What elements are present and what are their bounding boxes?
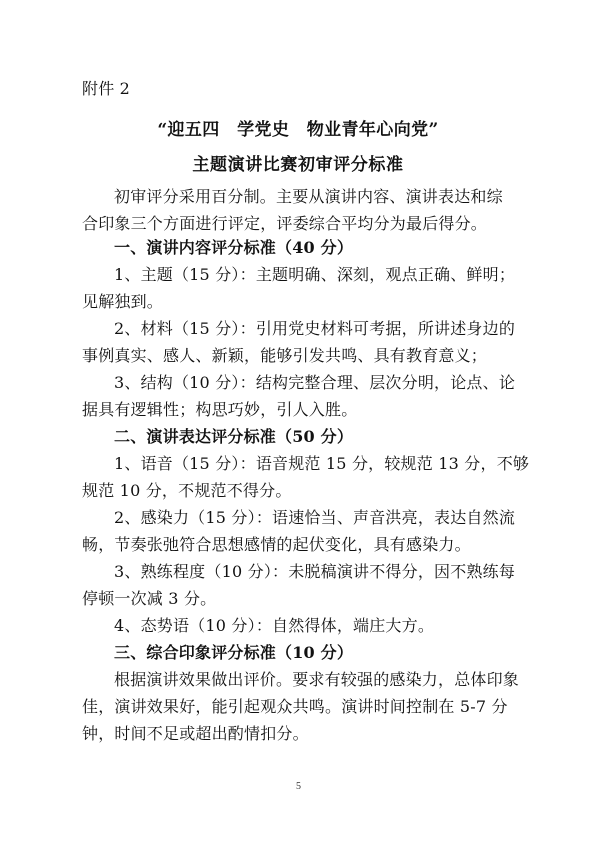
expression-item-3-line-2: 停顿一次减 3 分。 xyxy=(82,589,217,608)
attachment-label: 附件 2 xyxy=(82,79,131,98)
page-number: 5 xyxy=(296,781,301,792)
impression-item-line-2: 佳，演讲效果好，能引起观众共鸣。演讲时间控制在 5-7 分 xyxy=(82,697,508,716)
expression-item-1-line-2: 规范 10 分，不规范不得分。 xyxy=(82,481,292,500)
impression-item-line-3: 钟，时间不足或超出酌情扣分。 xyxy=(82,724,309,743)
expression-item-1-line-1: 1、语音（15 分）：语音规范 15 分，较规范 13 分，不够 xyxy=(114,454,530,473)
expression-item-4-line-1: 4、态势语（10 分）：自然得体，端庄大方。 xyxy=(114,616,435,635)
expression-item-2-line-2: 畅，节奏张弛符合思想感情的起伏变化，具有感染力。 xyxy=(82,535,471,554)
expression-item-3-line-1: 3、熟练程度（10 分）：未脱稿演讲不得分，因不熟练每 xyxy=(114,562,516,581)
section-heading-impression: 三、综合印象评分标准（10 分） xyxy=(114,643,354,662)
content-item-3-line-1: 3、结构（10 分）：结构完整合理、层次分明，论点、论 xyxy=(114,373,516,392)
content-item-2-line-2: 事例真实、感人、新颖，能够引发共鸣、具有教育意义； xyxy=(82,346,488,365)
content-item-1-line-2: 见解独到。 xyxy=(82,292,164,311)
section-heading-expression: 二、演讲表达评分标准（50 分） xyxy=(114,427,354,446)
document-title: “迎五四 学党史 物业青年心向党” xyxy=(157,120,439,140)
content-item-1-line-1: 1、主题（15 分）：主题明确、深刻，观点正确、鲜明； xyxy=(114,265,516,284)
section-heading-content: 一、演讲内容评分标准（40 分） xyxy=(114,238,354,257)
expression-item-2-line-1: 2、感染力（15 分）：语速恰当、声音洪亮，表达自然流 xyxy=(114,508,516,527)
impression-item-line-1: 根据演讲效果做出评价。要求有较强的感染力，总体印象 xyxy=(114,670,520,689)
content-item-2-line-1: 2、材料（15 分）：引用党史材料可考据，所讲述身边的 xyxy=(114,319,516,338)
document-subtitle: 主题演讲比赛初审评分标准 xyxy=(192,155,404,175)
intro-line-2: 合印象三个方面进行评定，评委综合平均分为最后得分。 xyxy=(82,214,488,233)
content-item-3-line-2: 据具有逻辑性；构思巧妙，引人入胜。 xyxy=(82,400,358,419)
intro-line-1: 初审评分采用百分制。主要从演讲内容、演讲表达和综 xyxy=(114,187,503,206)
